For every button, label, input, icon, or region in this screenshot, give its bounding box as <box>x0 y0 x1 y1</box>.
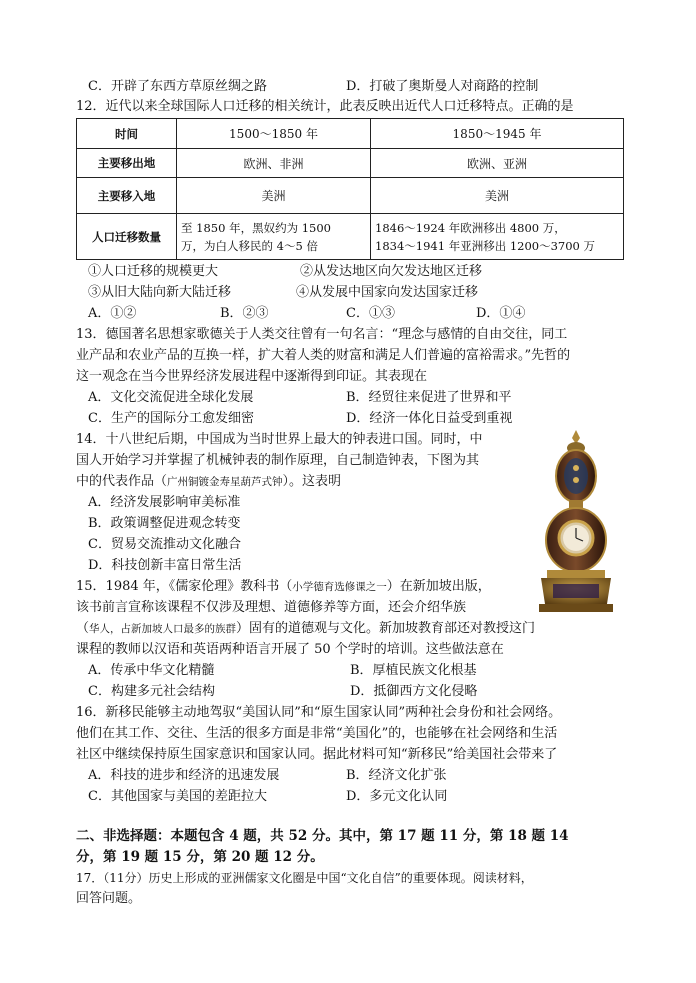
table-cell <box>177 214 371 260</box>
q15-option-a: A．传承中华文化精髓 <box>88 663 215 678</box>
q14-option-b: B．政策调整促进观念转变 <box>88 516 241 531</box>
q14-option-c: C．贸易交流推动文化融合 <box>88 537 241 552</box>
table-row <box>77 178 624 214</box>
table-row <box>77 149 624 178</box>
q13-option-c: C．生产的国际分工愈发细密 <box>88 411 254 426</box>
q14-text: 中的代表作品（ <box>76 474 168 489</box>
q14-text: ）。这表明 <box>282 474 342 489</box>
q13-line-2: 业产品和农业产品的互换一样，扩大着人类的财富和满足人们普遍的富裕需求。”先哲的 <box>76 348 571 363</box>
q15-line-4: 课程的教师以汉语和英语两种语言开展了 50 个学时的培训。这些做法意在 <box>76 642 504 657</box>
table-cell-line: 万，为白人移民的 4～5 倍 <box>181 238 318 253</box>
migration-table <box>76 118 624 260</box>
q12-option-d: D．①④ <box>476 306 526 321</box>
q12-item-3: ③从旧大陆向新大陆迁移 <box>88 285 232 300</box>
section-2-heading-line-1: 二、非选择题：本题包含 4 题，共 52 分。其中，第 17 题 11 分，第 18 题 14 <box>76 828 569 844</box>
q15-text: ）在新加坡出版， <box>386 579 491 594</box>
q12-option-a: A．①② <box>88 306 137 321</box>
table-cell-line: 至 1850 年，黑奴约为 1500 <box>181 220 331 235</box>
q16-option-d: D．多元文化认同 <box>346 789 448 804</box>
table-header-cell: 时间 <box>77 119 177 149</box>
q14-line-2: 国人开始学习并掌握了机械钟表的制作原理，自己制造钟表，下图为其 <box>76 453 480 468</box>
table-cell-line: 1834～1941 年亚洲移出 1200～3700 万 <box>375 238 596 253</box>
q15-line-1 <box>76 577 491 597</box>
q13-line-1: 13．德国著名思想家歌德关于人类交往曾有一句名言：“理念与感情的自由交往，同工 <box>76 327 568 342</box>
q14-clock-name: 广州铜镀金寿星葫芦式钟 <box>167 476 283 488</box>
table-cell: 欧洲、非洲 <box>177 149 371 178</box>
q15-text: 15．1984 年，《儒家伦理》教科书（ <box>76 579 293 594</box>
table-row-label: 主要移入地 <box>77 178 177 214</box>
table-cell: 欧洲、亚洲 <box>371 149 624 178</box>
q16-option-c: C．其他国家与美国的差距拉大 <box>88 789 267 804</box>
table-row <box>77 214 624 260</box>
table-header-row <box>77 119 624 149</box>
q15-text: （ <box>76 621 90 636</box>
q16-line-1: 16．新移民能够主动地驾驭“美国认同”和“原生国家认同”两种社会身份和社会网络。 <box>76 705 562 720</box>
q12-stem: 12．近代以来全球国际人口迁移的相关统计，此表反映出近代人口迁移特点。正确的是 <box>76 99 574 114</box>
q12-item-1: ①人口迁移的规模更大 <box>88 264 219 279</box>
q12-option-c: C．①③ <box>346 306 395 321</box>
q15-text: ）固有的道德观与文化。新加坡教育部还对教授这门 <box>236 621 536 636</box>
q13-line-3: 这一观念在当今世界经济发展进程中逐渐得到印证。其表现在 <box>76 369 428 384</box>
q14-option-a: A．经济发展影响审美标准 <box>88 495 241 510</box>
table-row-label: 主要移出地 <box>77 149 177 178</box>
q16-line-2: 他们在其工作、交往、生活的很多方面是非常“美国化”的，也能够在社会网络和生活 <box>76 726 558 741</box>
q13-option-b: B．经贸往来促进了世界和平 <box>346 390 512 405</box>
q11-option-c: C．开辟了东西方草原丝绸之路 <box>88 79 267 94</box>
q12-item-2: ②从发达地区向欠发达地区迁移 <box>300 264 483 279</box>
table-cell <box>371 214 624 260</box>
q14-option-d: D．科技创新丰富日常生活 <box>88 558 242 573</box>
q12-option-b: B．②③ <box>220 306 269 321</box>
q14-line-1: 14．十八世纪后期，中国成为当时世界上最大的钟表进口国。同时，中 <box>76 432 483 447</box>
q15-option-b: B．厚植民族文化根基 <box>350 663 477 678</box>
table-cell: 美洲 <box>177 178 371 214</box>
q11-option-d: D．打破了奥斯曼人对商路的控制 <box>346 79 539 94</box>
q15-note: 小学德育选修课之一 <box>292 581 387 593</box>
q16-option-b: B．经济文化扩张 <box>346 768 447 783</box>
q15-line-2: 该书前言宣称该课程不仅涉及理想、道德修养等方面，还会介绍华族 <box>76 600 467 615</box>
section-2-heading-line-2: 分，第 19 题 15 分，第 20 题 12 分。 <box>76 849 324 865</box>
table-row-label: 人口迁移数量 <box>77 214 177 260</box>
table-cell: 美洲 <box>371 178 624 214</box>
q14-line-3 <box>76 472 341 492</box>
q17-line-2: 回答问题。 <box>76 891 142 906</box>
q16-line-3: 社区中继续保持原生国家意识和国家认同。据此材料可知“新移民”给美国社会带来了 <box>76 747 558 762</box>
q15-line-3 <box>76 619 535 639</box>
q17-line-1: 17．（11分）历史上形成的亚洲儒家文化圈是中国“文化自信”的重要体现。阅读材料， <box>76 871 533 885</box>
q13-option-a: A．文化交流促进全球化发展 <box>88 390 254 405</box>
q15-note: 华人，占新加坡人口最多的族群 <box>89 623 237 635</box>
table-header-cell: 1500～1850 年 <box>177 119 371 149</box>
table-cell-line: 1846～1924 年欧洲移出 4800 万， <box>375 220 566 235</box>
table-header-cell: 1850～1945 年 <box>371 119 624 149</box>
q15-option-d: D．抵御西方文化侵略 <box>350 684 478 699</box>
q12-item-4: ④从发展中国家向发达国家迁移 <box>296 285 479 300</box>
gourd-clock-image <box>533 428 619 614</box>
q13-option-d: D．经济一体化日益受到重视 <box>346 411 513 426</box>
q16-option-a: A．科技的进步和经济的迅速发展 <box>88 768 280 783</box>
q15-option-c: C．构建多元社会结构 <box>88 684 215 699</box>
